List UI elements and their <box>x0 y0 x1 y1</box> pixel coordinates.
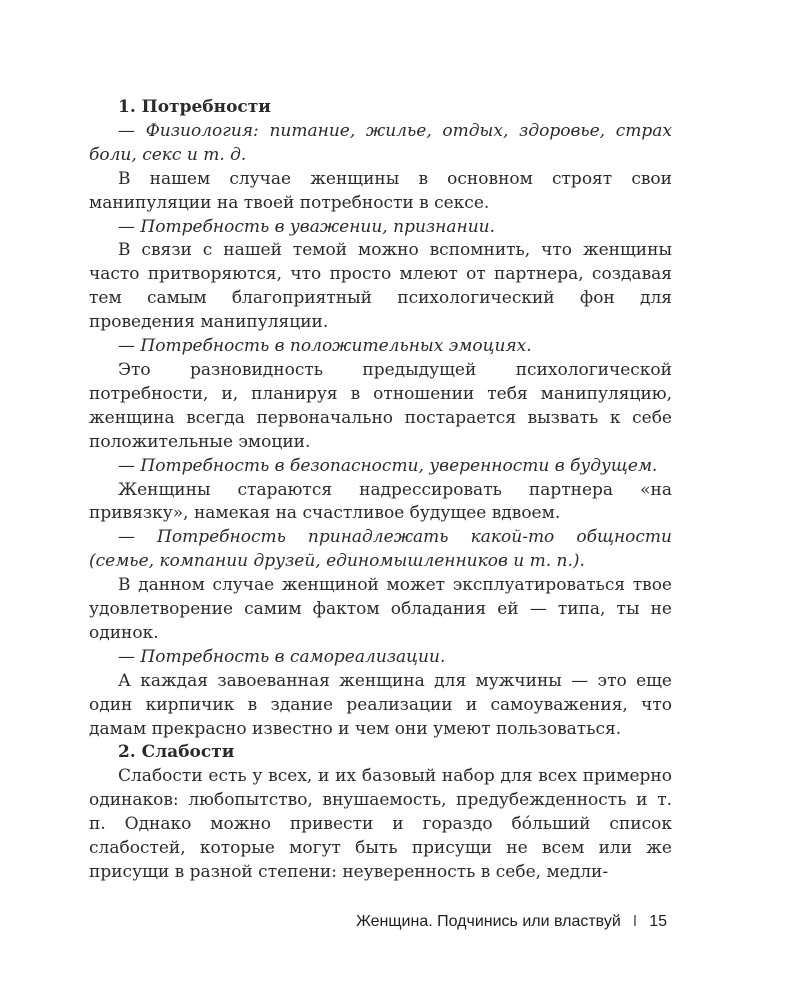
paragraph: В связи с нашей темой можно вспомнить, что женщины часто притворяются, что просто млеют от партнера, создавая тем самым благоприятный психологический фон для проведения манипуляции. <box>89 240 672 333</box>
paragraph: Женщины стараются надрессировать партнера «на привязку», намекая на счастливое будущее вдвоем. <box>89 479 672 524</box>
list-item-text: Потребность в самореализации. <box>140 646 446 667</box>
book-title: Женщина. Подчинись или властвуй <box>356 913 621 930</box>
list-item-text: Потребность в безопасности, уверенности в будущем. <box>140 455 658 476</box>
footer-separator: I <box>632 913 638 930</box>
page-number: 15 <box>649 913 667 930</box>
dash: — <box>118 120 135 141</box>
list-item <box>89 120 672 168</box>
list-item <box>89 216 672 240</box>
list-item-text: Физиология: питание, жилье, отдых, здоровье, страх боли, секс и т. д. <box>89 120 672 165</box>
paragraph: Это разновидность предыдущей психологической потребности, и, планируя в отношении тебя манипуляцию, женщина всегда первоначально постарается вызвать к себе положительные эмоции. <box>89 359 672 452</box>
paragraph: В нашем случае женщины в основном строят свои манипуляции на твоей потребности в сексе. <box>89 168 672 213</box>
section-heading-weaknesses: 2. Слабости <box>118 742 235 763</box>
paragraph: В данном случае женщиной может эксплуатироваться твое удовлетворение самим фактом обладания ей — типа, ты не одинок. <box>89 575 672 643</box>
page-body <box>89 96 672 885</box>
list-item-text: Потребность в уважении, признании. <box>140 216 495 237</box>
paragraph: Слабости есть у всех, и их базовый набор для всех примерно одинаков: любопытство, внушаемость, предубежденность и т. п. Однако можно привести и гораздо бо́льший список слабостей, которые могут быть присущи не всем или же присущи в разной степени: неуверенность в себе, медли- <box>89 766 672 882</box>
dash: — <box>118 216 135 237</box>
section-heading-needs: 1. Потребности <box>118 97 271 117</box>
dash: — <box>118 336 135 357</box>
list-item-text: Потребность принадлежать какой-то общности (семье, компании друзей, единомышленников и т. п.). <box>89 527 672 572</box>
dash: — <box>118 646 135 667</box>
list-item-text: Потребность в положительных эмоциях. <box>140 336 532 357</box>
list-item <box>89 526 672 574</box>
list-item <box>89 455 672 479</box>
dash: — <box>118 455 135 476</box>
running-footer <box>356 913 667 931</box>
dash: — <box>118 527 135 548</box>
paragraph: А каждая завоеванная женщина для мужчины — это еще один кирпичик в здание реализации и самоуважения, что дамам прекрасно известно и чем они умеют пользоваться. <box>89 670 672 739</box>
list-item <box>89 646 672 670</box>
list-item <box>89 335 672 359</box>
